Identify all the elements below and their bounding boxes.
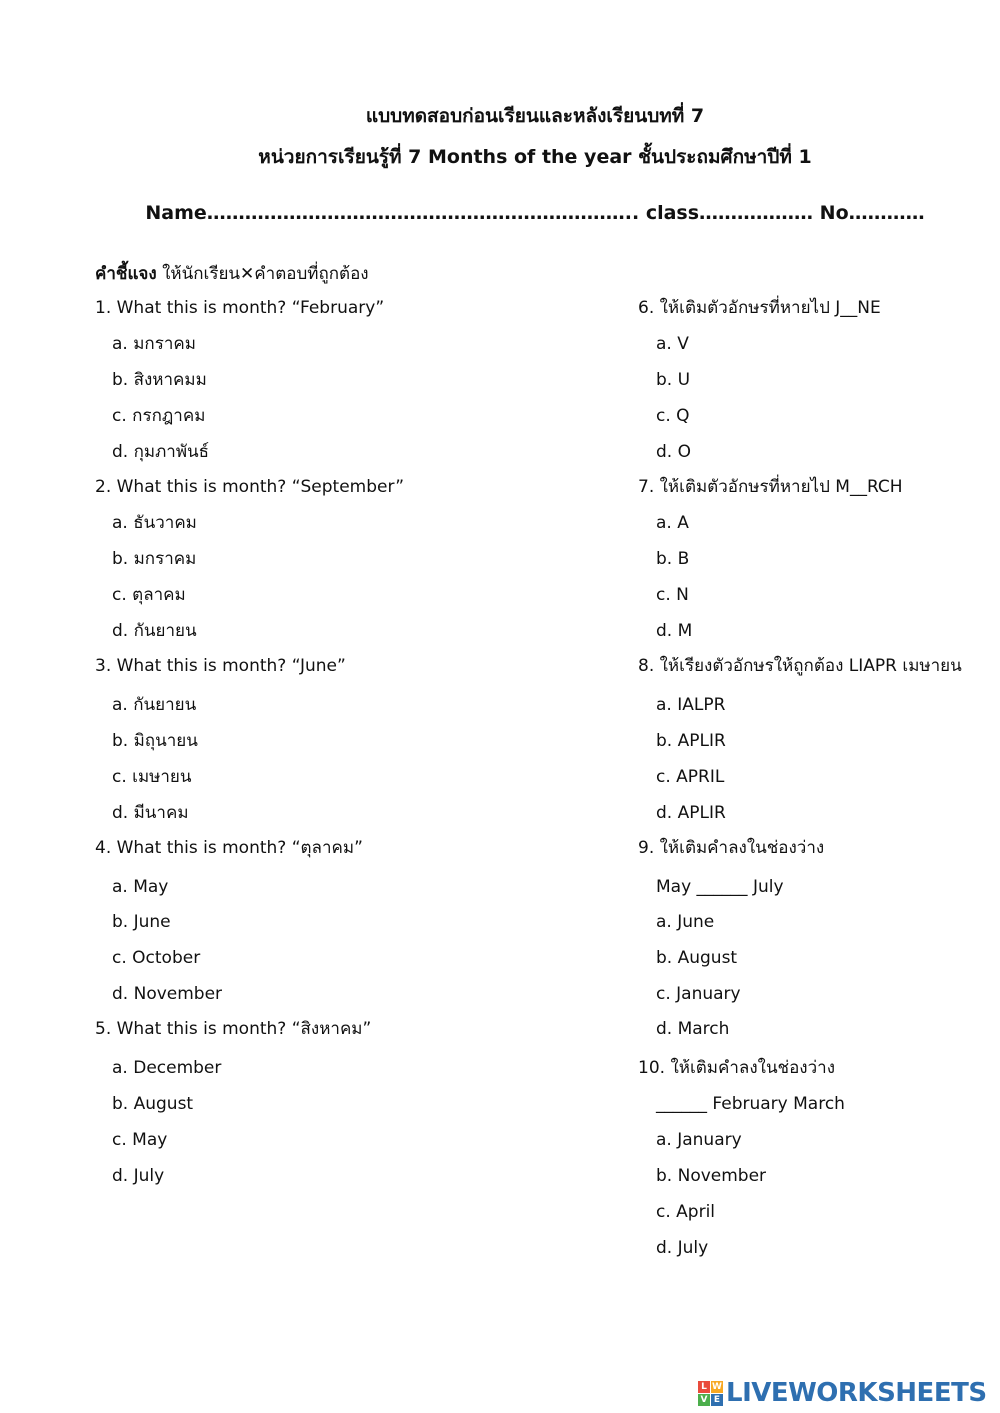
title-line-2: หน่วยการเรียนรู้ที่ 7 Months of the year ชั้นประถมศึกษาปีที่ 1: [258, 146, 812, 168]
left-question: 5. What this is month? “สิงหาคม”: [95, 1019, 372, 1039]
cross-mark-icon: ✕: [240, 264, 255, 284]
right-option: c. April: [656, 1202, 716, 1222]
right-option: b. B: [656, 549, 690, 569]
left-option: a. ธันวาคม: [112, 513, 197, 533]
right-question: 7. ให้เติมตัวอักษรที่หายไป M__RCH: [638, 477, 903, 497]
left-question: 2. What this is month? “September”: [95, 477, 404, 497]
right-question: 10. ให้เติมคำลงในช่องว่าง: [638, 1058, 836, 1078]
left-option: d. กุมภาพันธ์: [112, 442, 210, 462]
logo-letter: V: [698, 1394, 710, 1406]
logo-letter: E: [711, 1394, 723, 1406]
left-option: b. August: [112, 1094, 194, 1114]
liveworksheets-logo: [698, 1378, 987, 1408]
left-option: a. December: [112, 1058, 222, 1078]
right-option: ______ February March: [656, 1094, 845, 1114]
right-option: d. O: [656, 442, 691, 462]
left-option: c. October: [112, 948, 201, 968]
right-question: 8. ให้เรียงตัวอักษรให้ถูกต้อง LIAPR เมษายน: [638, 656, 962, 676]
left-question: 3. What this is month? “June”: [95, 656, 346, 676]
right-option: d. July: [656, 1238, 709, 1258]
left-option: d. กันยายน: [112, 621, 197, 641]
right-question: 9. ให้เติมคำลงในช่องว่าง: [638, 838, 825, 858]
right-option: b. August: [656, 948, 738, 968]
logo-text: LIVEWORKSHEETS: [726, 1378, 987, 1408]
left-option: b. มกราคม: [112, 549, 197, 569]
right-option: a. V: [656, 334, 689, 354]
left-option: c. เมษายน: [112, 767, 192, 787]
left-option: d. November: [112, 984, 223, 1004]
left-option: a. กันยายน: [112, 695, 197, 715]
instructions-text-before: ให้นักเรียน: [162, 264, 241, 284]
left-option: b. มิถุนายน: [112, 731, 198, 751]
right-option: c. Q: [656, 406, 690, 426]
right-option: d. APLIR: [656, 803, 726, 823]
left-option: b. June: [112, 912, 171, 932]
right-option: b. APLIR: [656, 731, 726, 751]
right-option: c. N: [656, 585, 689, 605]
right-option: b. U: [656, 370, 691, 390]
right-option: b. November: [656, 1166, 767, 1186]
right-option: d. M: [656, 621, 693, 641]
right-option: c. January: [656, 984, 741, 1004]
logo-mark-icon: [698, 1381, 723, 1406]
right-option: a. January: [656, 1130, 742, 1150]
right-option: a. IALPR: [656, 695, 726, 715]
right-option: a. June: [656, 912, 715, 932]
title-line-1: แบบทดสอบก่อนเรียนและหลังเรียนบทที่ 7: [365, 105, 705, 127]
left-option: a. May: [112, 877, 169, 897]
logo-letter: W: [712, 1381, 722, 1392]
left-option: c. กรกฎาคม: [112, 406, 206, 426]
right-option: a. A: [656, 513, 689, 533]
instructions-text-after: คำตอบที่ถูกต้อง: [254, 264, 369, 284]
instructions-label: คำชี้แจง: [95, 264, 157, 284]
logo-letter: L: [698, 1381, 710, 1393]
right-option: c. APRIL: [656, 767, 725, 787]
left-option: a. มกราคม: [112, 334, 196, 354]
left-option: d. มีนาคม: [112, 803, 189, 823]
right-option: May ______ July: [656, 877, 784, 897]
right-option: d. March: [656, 1019, 730, 1039]
left-question: 4. What this is month? “ตุลาคม”: [95, 838, 363, 858]
instructions: [95, 260, 369, 287]
left-option: c. May: [112, 1130, 168, 1150]
left-option: d. July: [112, 1166, 165, 1186]
left-option: c. ตุลาคม: [112, 585, 186, 605]
left-question: 1. What this is month? “February”: [95, 298, 385, 318]
student-info-line: Name………………………………………………………….. class……………… No…………: [145, 202, 925, 224]
left-option: b. สิงหาคมม: [112, 370, 207, 390]
right-question: 6. ให้เติมตัวอักษรที่หายไป J__NE: [638, 298, 881, 318]
